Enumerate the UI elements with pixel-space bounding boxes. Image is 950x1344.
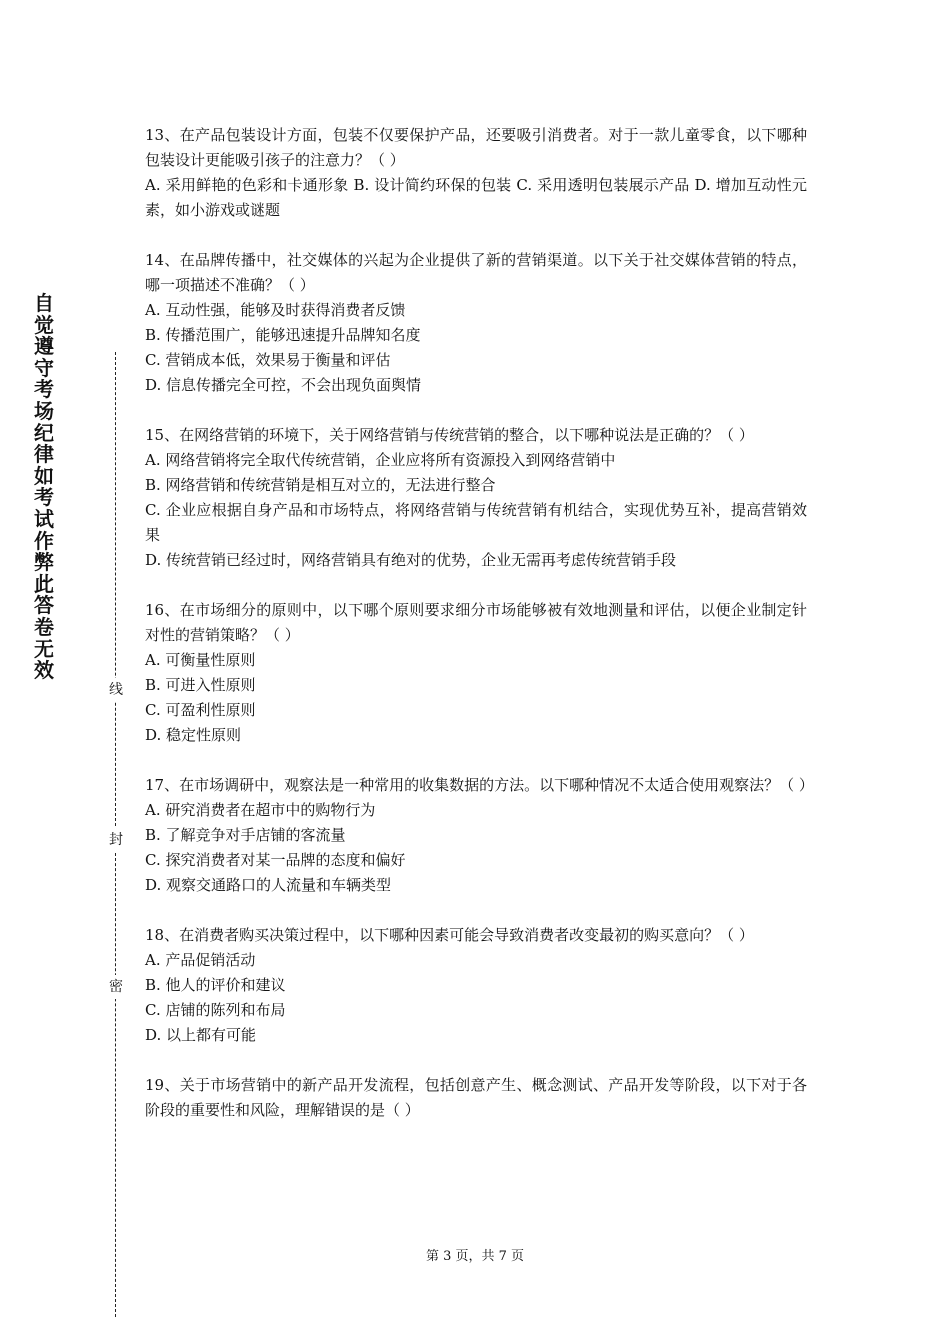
question-text: 17、在市场调研中，观察法是一种常用的收集数据的方法。以下哪种情况不太适合使用观察法？（ ） — [145, 776, 814, 794]
question-list — [145, 123, 814, 1148]
option-d: D. 传统营销已经过时，网络营销具有绝对的优势，企业无需再考虑传统营销手段 — [145, 551, 677, 569]
option-a: A. 产品促销活动 — [145, 951, 256, 969]
option-c: C. 店铺的陈列和布局 — [145, 1001, 286, 1019]
binding-mark-mi: 密 — [105, 975, 127, 999]
option-d: D. 稳定性原则 — [145, 726, 242, 744]
option-b: B. 他人的评价和建议 — [145, 976, 286, 994]
option-d: D. 以上都有可能 — [145, 1026, 257, 1044]
option-b: B. 网络营销和传统营销是相互对立的，无法进行整合 — [145, 476, 496, 494]
question-text: 13、在产品包装设计方面，包装不仅要保护产品，还要吸引消费者。对于一款儿童零食，以下哪种包装设计更能吸引孩子的注意力？（ ） — [145, 126, 807, 169]
question-14 — [145, 248, 807, 398]
question-text: 15、在网络营销的环境下，关于网络营销与传统营销的整合，以下哪种说法是正确的？（ ） — [145, 426, 754, 444]
question-15 — [145, 423, 807, 573]
binding-mark-feng: 封 — [105, 828, 127, 852]
option-a: A. 网络营销将完全取代传统营销，企业应将所有资源投入到网络营销中 — [145, 451, 616, 469]
option-d: D. 信息传播完全可控，不会出现负面舆情 — [145, 376, 422, 394]
option-c: C. 企业应根据自身产品和市场特点，将网络营销与传统营销有机结合，实现优势互补，提高营销效果 — [145, 501, 807, 544]
option-b: B. 传播范围广，能够迅速提升品牌知名度 — [145, 326, 421, 344]
binding-mark-xian: 线 — [105, 678, 127, 702]
option-c: C. 营销成本低，效果易于衡量和评估 — [145, 351, 391, 369]
option-line: A. 采用鲜艳的色彩和卡通形象 B. 设计简约环保的包装 C. 采用透明包装展示产品 D. 增加互动性元素，如小游戏或谜题 — [145, 176, 807, 219]
option-c: C. 可盈利性原则 — [145, 701, 256, 719]
question-text: 14、在品牌传播中，社交媒体的兴起为企业提供了新的营销渠道。以下关于社交媒体营销的特点，哪一项描述不准确？（ ） — [145, 251, 807, 294]
question-text: 19、关于市场营销中的新产品开发流程，包括创意产生、概念测试、产品开发等阶段，以下对于各阶段的重要性和风险，理解错误的是（ ） — [145, 1076, 807, 1119]
question-17 — [145, 773, 814, 898]
option-c: C. 探究消费者对某一品牌的态度和偏好 — [145, 851, 406, 869]
option-b: B. 了解竞争对手店铺的客流量 — [145, 826, 346, 844]
question-text: 18、在消费者购买决策过程中，以下哪种因素可能会导致消费者改变最初的购买意向？（ ） — [145, 926, 754, 944]
page-number-footer: 第 3 页，共 7 页 — [425, 1249, 525, 1264]
question-13 — [145, 123, 807, 223]
option-b: B. 可进入性原则 — [145, 676, 256, 694]
question-19 — [145, 1073, 807, 1123]
question-text: 16、在市场细分的原则中，以下哪个原则要求细分市场能够被有效地测量和评估，以便企业制定针对性的营销策略？（ ） — [145, 601, 807, 644]
question-18 — [145, 923, 807, 1048]
option-a: A. 研究消费者在超市中的购物行为 — [145, 801, 376, 819]
exam-discipline-warning: 自觉遵守考场纪律如考试作弊此答卷无效 — [34, 291, 54, 683]
option-a: A. 互动性强，能够及时获得消费者反馈 — [145, 301, 406, 319]
question-16 — [145, 598, 807, 748]
option-a: A. 可衡量性原则 — [145, 651, 256, 669]
option-d: D. 观察交通路口的人流量和车辆类型 — [145, 876, 392, 894]
